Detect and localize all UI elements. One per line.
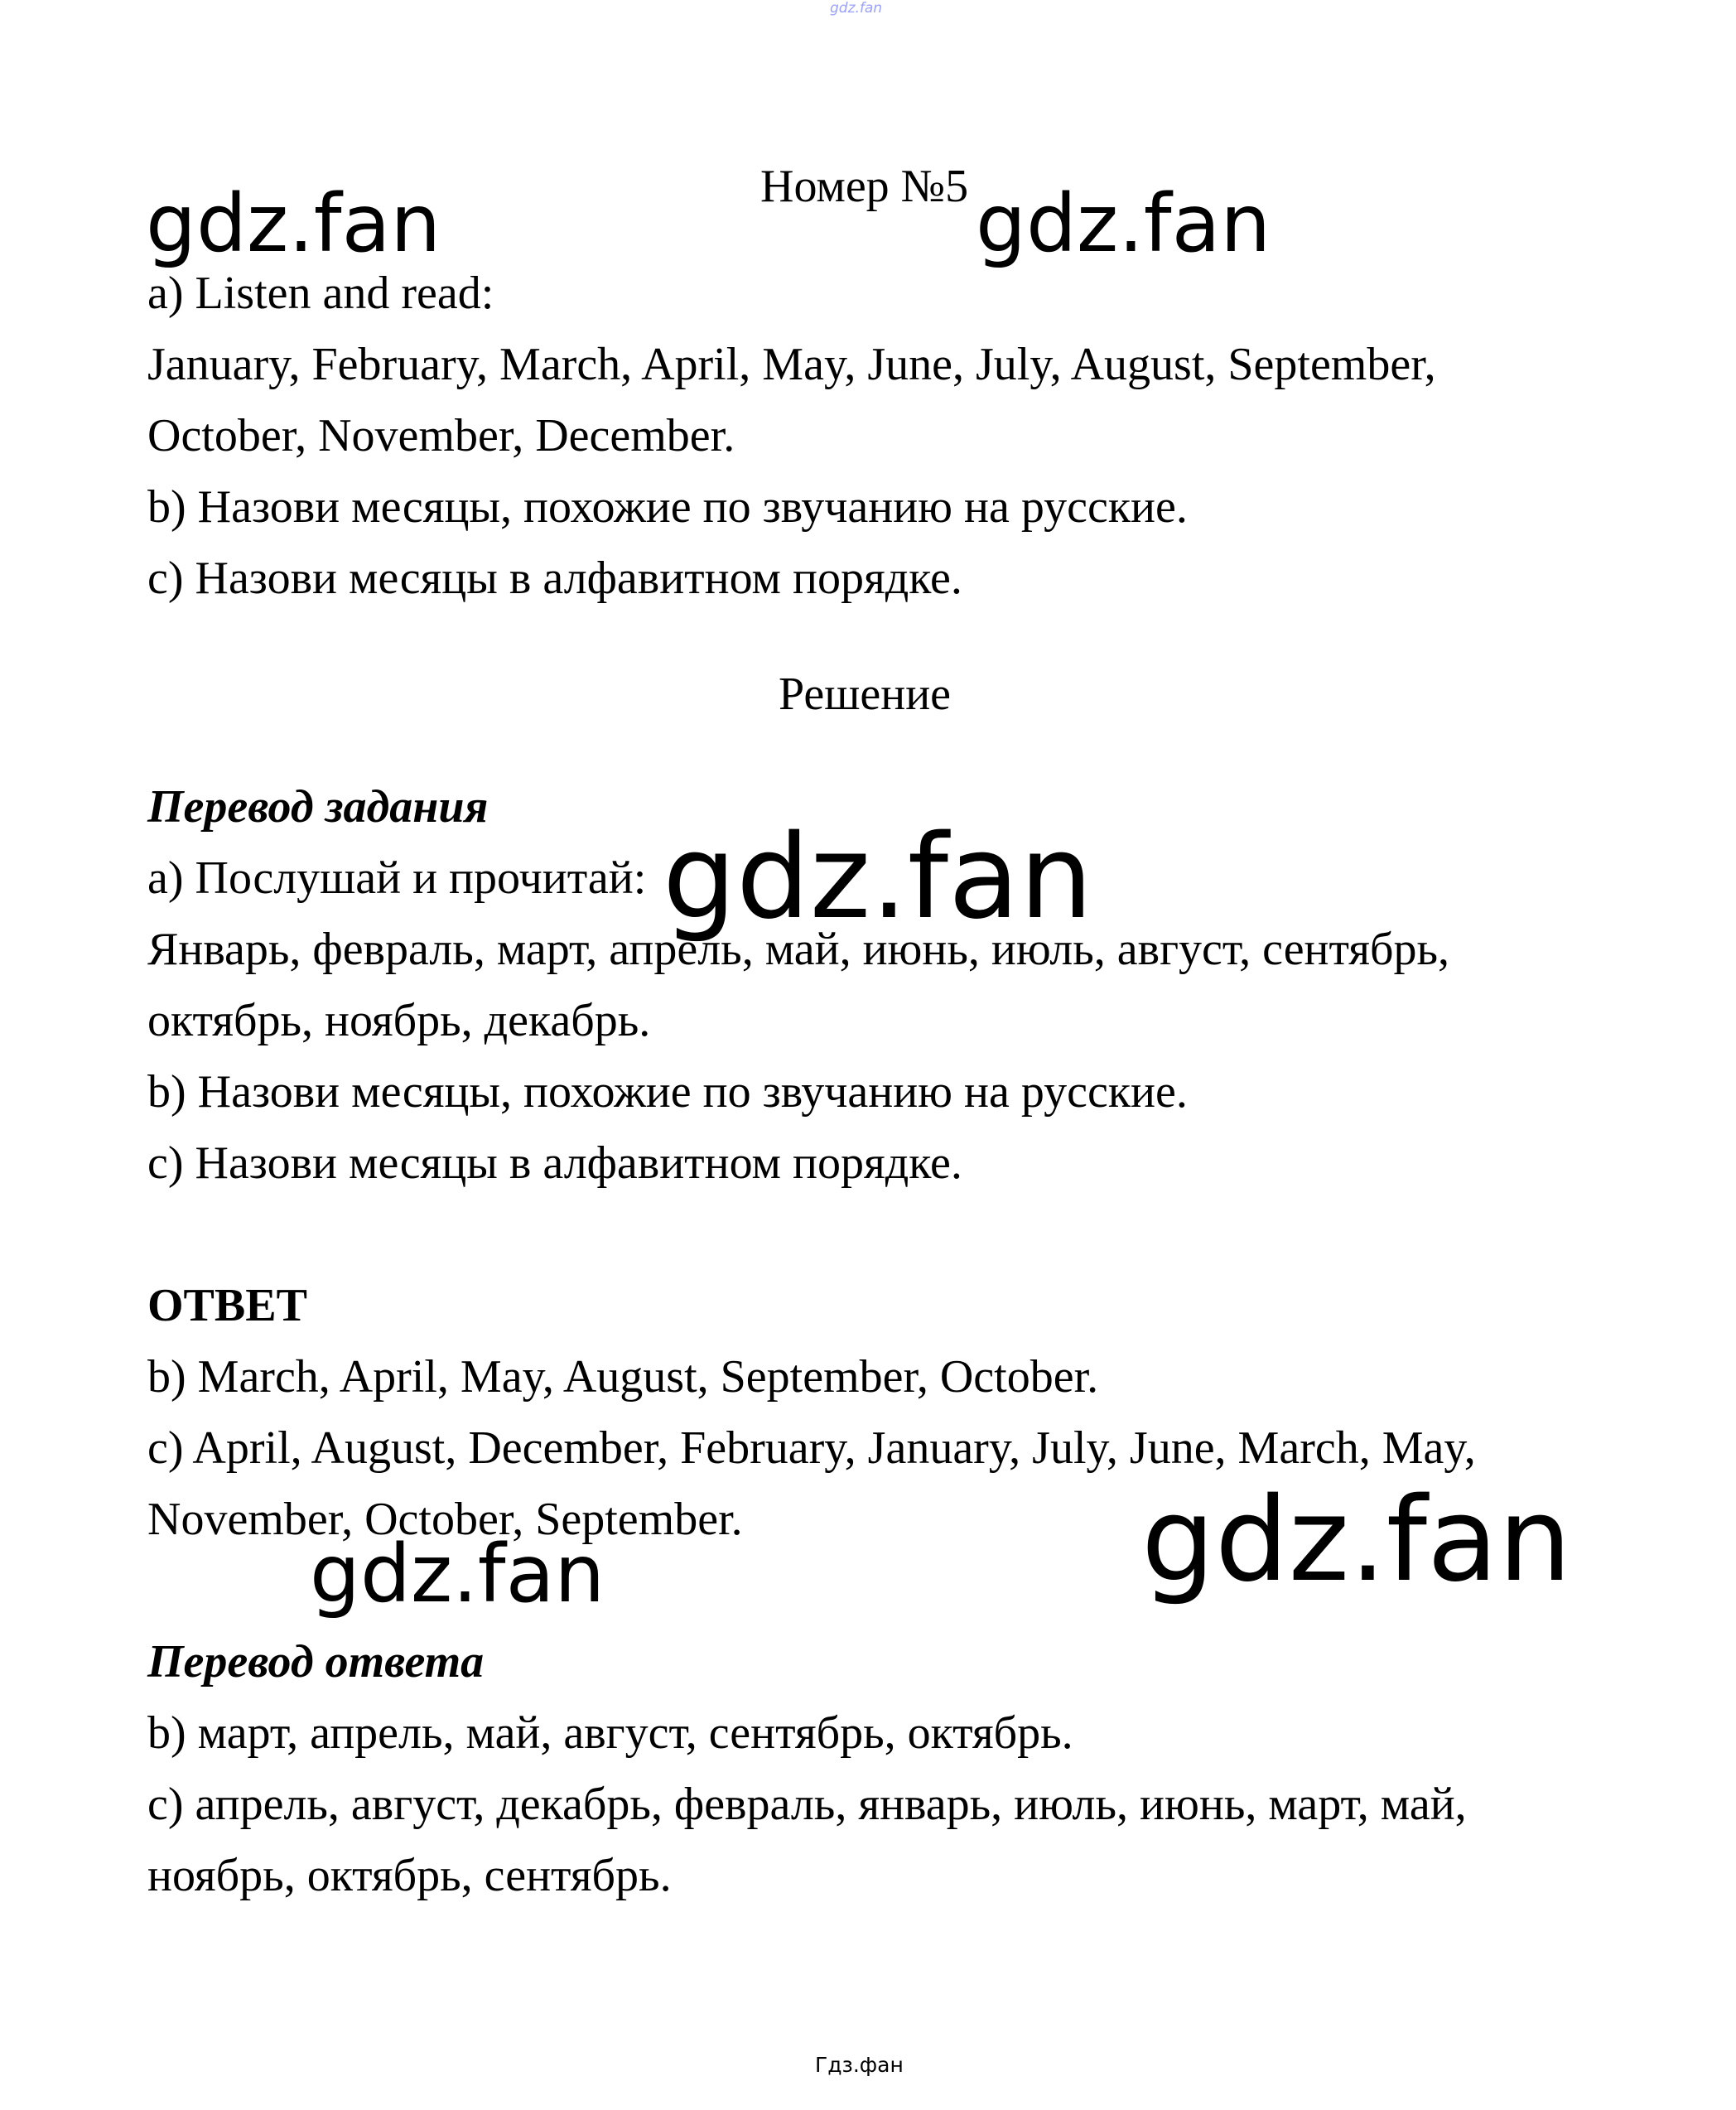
task-a: a) Listen and read: <box>147 268 494 319</box>
translation-c: c) Назови месяцы в алфавитном порядке. <box>147 1137 962 1189</box>
watermark-logo: gdz.fan <box>1141 1473 1572 1608</box>
solution-heading: Решение <box>779 669 952 720</box>
task-months-line2: October, November, December. <box>147 410 735 461</box>
watermark-logo: gdz.fan <box>310 1528 605 1620</box>
answer-b: b) March, April, May, August, September, October. <box>147 1351 1099 1403</box>
answer-heading: ОТВЕТ <box>147 1280 307 1331</box>
answer-c-line2: November, October, September. <box>147 1494 743 1545</box>
task-c: c) Назови месяцы в алфавитном порядке. <box>147 553 962 604</box>
answer-c-line1: c) April, August, December, February, January, July, June, March, May, <box>147 1422 1476 1474</box>
task-months-line1: January, February, March, April, May, June, July, August, September, <box>147 339 1436 390</box>
top-watermark: gdz.fan <box>830 0 883 17</box>
page-title: Номер №5 <box>760 161 969 212</box>
translation-months-line2: октябрь, ноябрь, декабрь. <box>147 995 651 1046</box>
watermark-logo: gdz.fan <box>663 810 1093 945</box>
answer-translation-heading: Перевод ответа <box>147 1636 485 1688</box>
page-footer: Гдз.фан <box>815 2053 904 2077</box>
translation-a: a) Послушай и прочитай: <box>147 852 647 904</box>
watermark-logo: gdz.fan <box>976 177 1271 270</box>
task-b: b) Назови месяцы, похожие по звучанию на русские. <box>147 481 1188 533</box>
answer-translation-c-line2: ноябрь, октябрь, сентябрь. <box>147 1850 672 1901</box>
translation-heading: Перевод задания <box>147 781 489 833</box>
watermark-logo: gdz.fan <box>146 177 441 270</box>
answer-translation-b: b) март, апрель, май, август, сентябрь, октябрь. <box>147 1707 1073 1759</box>
answer-translation-c-line1: c) апрель, август, декабрь, февраль, январь, июль, июнь, март, май, <box>147 1779 1467 1830</box>
translation-b: b) Назови месяцы, похожие по звучанию на русские. <box>147 1066 1188 1118</box>
translation-months-line1: Январь, февраль, март, апрель, май, июнь, июль, август, сентябрь, <box>147 924 1450 975</box>
